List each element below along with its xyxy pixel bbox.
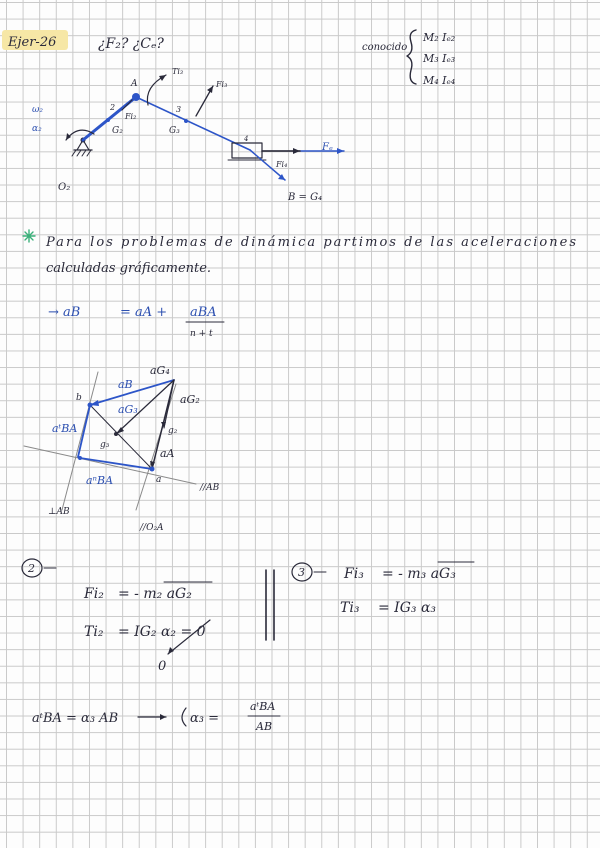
question-text: ¿F₂? ¿Cₑ? — [98, 36, 164, 52]
note-line-2: calculadas gráficamente. — [46, 261, 212, 276]
known-brace — [407, 30, 416, 84]
vec-eq-mid: = aA + — [120, 305, 168, 320]
vector-abat — [78, 405, 90, 457]
label-g2: G₂ — [112, 126, 123, 136]
bottom-frac-den: AB — [256, 720, 273, 733]
g3-point — [184, 119, 188, 123]
label-par-ab: //AB — [200, 483, 220, 493]
sec2-zero: 0 — [158, 659, 167, 674]
acceleration-polygon — [24, 364, 220, 533]
known-line-1: M₂ Iₑ₂ — [423, 31, 456, 44]
sec2-eq2-lhs: Ti₂ — [84, 624, 104, 640]
label-a: A — [131, 79, 138, 89]
label-fe: Fₑ — [322, 142, 333, 153]
label-a-poly: a — [156, 475, 162, 485]
exercise-label: Ejer-26 — [8, 35, 57, 50]
section-3 — [292, 562, 474, 616]
label-aban: aⁿBA — [86, 474, 114, 487]
label-link4: 4 — [244, 135, 249, 143]
label-fi2: Fi₂ — [125, 112, 137, 121]
bottom-equation — [32, 700, 280, 733]
note-star — [23, 230, 35, 242]
vector-aban — [80, 458, 152, 469]
vec-eq-lhs: → aB — [48, 305, 81, 320]
label-alpha: α₂ — [32, 124, 42, 134]
label-b-eq: B = G₄ — [288, 192, 323, 203]
label-abat: aᵗBA — [52, 422, 78, 435]
mechanism-diagram — [32, 67, 344, 203]
label-ab: aB — [118, 378, 133, 391]
label-ag2: aG₂ — [180, 393, 200, 406]
note-line-1: Para los problemas de dinámica partimos de las aceleraciones — [46, 235, 577, 250]
label-par-o2a: //O₂A — [140, 523, 164, 533]
sec3-eq2-rhs: = IG₃ α₃ — [378, 600, 437, 616]
vec-eq-rhs: aBA — [190, 305, 217, 320]
bottom-alpha: α₃ = — [190, 711, 220, 726]
label-link3: 3 — [176, 105, 182, 114]
known-line-3: M₄ Iₑ₄ — [423, 74, 456, 87]
label-o2: O₂ — [58, 182, 71, 193]
sec2-eq2-rhs: = IG₂ α₂ = 0 — [118, 624, 206, 640]
label-omega: ω₂ — [32, 105, 43, 115]
known-line-2: M₃ Iₑ₃ — [423, 52, 456, 65]
sec3-eq2-lhs: Ti₃ — [340, 600, 360, 616]
label-link2: 2 — [110, 103, 116, 112]
label-perp-ab: ⊥AB — [48, 507, 70, 517]
label-g3-poly: g₃ — [100, 440, 110, 450]
label-b-poly: b — [76, 393, 82, 403]
sec3-eq1-lhs: Fi₃ — [344, 566, 364, 582]
label-ag4: aG₄ — [150, 364, 170, 377]
section-3-number: 3 — [298, 566, 305, 579]
label-g3: G₃ — [169, 126, 180, 136]
known-intro: conocido — [362, 42, 408, 53]
sec2-eq1-lhs: Fi₂ — [84, 586, 104, 602]
label-fi3: Fi₃ — [216, 80, 228, 89]
vec-eq-sub: n + t — [190, 329, 213, 339]
g2-point — [106, 118, 110, 122]
link-3 — [136, 97, 250, 150]
bottom-frac-num: aᵗBA — [250, 700, 276, 713]
sec2-eq1-rhs: = - m₂ aG₂ — [118, 586, 192, 602]
t3-curl — [147, 75, 166, 105]
label-g2-poly: g₂ — [168, 426, 178, 436]
label-fi4: Fi₄ — [276, 160, 288, 169]
label-ti3: Ti₃ — [172, 67, 184, 76]
section-2 — [22, 559, 212, 674]
label-aa: aA — [160, 447, 175, 460]
label-ag3: aG₃ — [118, 403, 138, 416]
sec3-eq1-rhs: = - m₃ aG₃ — [382, 566, 456, 582]
section-2-number: 2 — [28, 562, 35, 575]
bottom-lhs: aᵗBA = α₃ AB — [32, 711, 119, 726]
